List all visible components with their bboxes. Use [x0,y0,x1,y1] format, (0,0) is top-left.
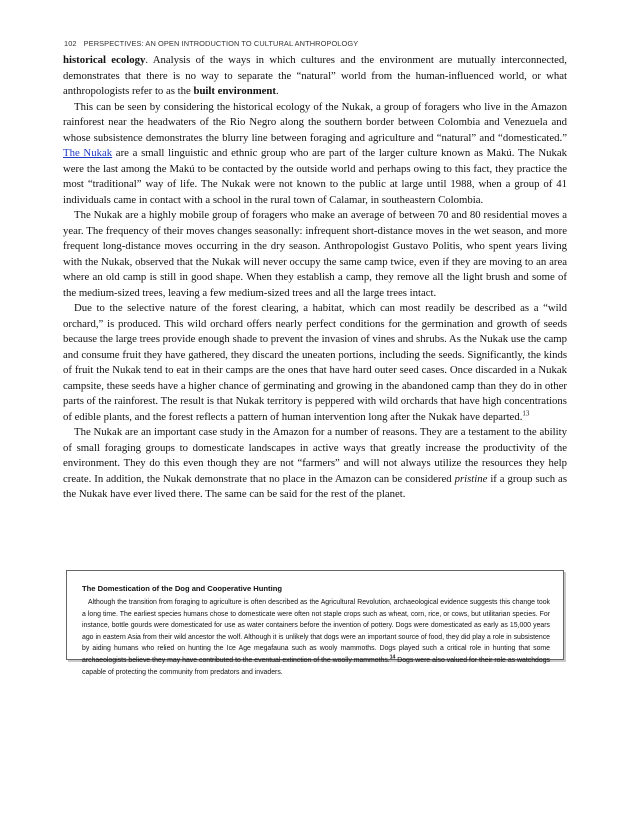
paragraph-2 [63,100,567,209]
glossary-term-historical-ecology: historical ecology [63,54,146,66]
main-text [63,53,567,503]
emphasis-pristine: pristine [454,472,488,485]
paragraph-4 [63,301,567,425]
paragraph-1-text: . Analysis of the ways in which cultures and the environment are mutually interconnected, demonstrates that there is no way to separate the “natural” world from the human-influenced world, or what anthropologists refer to as the [63,54,567,97]
sidebar-text-body: Although the transition from foraging to agriculture is often described as the Agricultural Revolution, archaeological evidence suggests this change took a long time. The earliest species humans chose to domesticate were often not staple crops such as wheat, corn, rice, or cows, but utilitarian species. For instance, bottle gourds were domesticated for use as water containers before the invention of pottery. Dogs were domesticated as early as 15,000 years ago in eastern Asia from their wild ancestor the wolf. Although it is unlikely that dogs were an important source of food, they did play a role in subsistence by aiding humans who relied on hunting the Ice Age megafauna such as wooly mammoths. Dogs played such a critical role in hunting that some archaeologists believe they may have contributed to the eventual extinction of the woolly mammoths. [82,599,550,664]
paragraph-4-text: Due to the selective nature of the forest clearing, a habitat, which can most readily be described as a “wild orchard,” is produced. This wild orchard offers nearly perfect conditions for the germination and growth of seeds because the large trees provide enough shade to prevent the invasion of vines and shrubs. As the Nukak use the camp and consume fruit they have gathered, they discard the uneaten portions, including the seeds. Significantly, the kinds of fruit the Nukak tend to eat in their camps are the ones that have hard outer seed cases. Once discarded in a Nukak campsite, these seeds have a higher chance of germinating and growing in the abandoned camp than they do in other parts of the rainforest. The result is that Nukak territory is peppered with wild orchards that have high concentrations of edible plants, and the forest reflects a pattern of human intervention long after the Nukak have departed. [63,302,567,423]
footnote-ref-14[interactable]: 14 [389,654,396,661]
paragraph-5-text-cont: if a group such as the Nukak have ever lived there. The same can be said for the rest of the planet. [63,472,568,500]
sidebar-text [82,597,550,678]
paragraph-1 [63,53,567,100]
paragraph-5-text: The Nukak are an important case study in the Amazon for a number of reasons. They are a testament to the ability of small foraging groups to domesticate landscapes in active ways that greatly increase the productivity of the environment. They do this even though they are not “farmers” and will not always utilize the resources they help create. In addition, the Nukak demonstrate that no place in the Amazon can be considered [63,426,567,485]
paragraph-2-text-cont: are a small linguistic and ethnic group who are part of the larger culture known as Makú. The Nukak were the last among the Makú to be contacted by the outside world and perhaps owing to this fact, they practice the most “traditional” way of life. The Nukak were not known to the public at large until 1988, when a group of 41 individuals came in contact with a school in the rural town of Calamar, in southeastern Colombia. [63,147,567,206]
glossary-term-built-environment: built environment [193,85,276,97]
footnote-ref-13[interactable]: 13 [522,408,530,417]
sidebar-text-end: Dogs were also valued for their role as watchdogs capable of protecting the community from predators and invaders. [82,656,550,676]
paragraph-3: The Nukak are a highly mobile group of foragers who make an average of between 70 and 80 residential moves a year. The frequency of their moves changes seasonally: infrequent short-distance moves in the wet season, and more frequent long-distance moves occurring in the dry season. Anthropologist Gustavo Politis, who spent years living with the Nukak, observed that the Nukak will never occupy the same camp twice, even if they are moving to an area where an old camp is still in good shape. When they establish a camp, they remove all the light brush and some of the medium-sized trees, leaving a few medium-sized trees and all the large trees intact. [63,209,567,299]
sidebar-title: The Domestication of the Dog and Cooperative Hunting [82,584,282,593]
nukak-link[interactable]: The Nukak [63,147,113,159]
page-number: 102 [64,39,77,48]
paragraph-2-text: This can be seen by considering the historical ecology of the Nukak, a group of foragers who live in the Amazon rainforest near the headwaters of the Rio Negro along the southern border between Colombia and Venezuela and whose subsistence demonstrates the blurry line between foraging and agriculture and “natural” and “domesticated.” [63,100,567,144]
paragraph-5 [63,425,567,503]
paragraph-1-end: . [276,85,279,97]
running-title: PERSPECTIVES: AN OPEN INTRODUCTION TO CULTURAL ANTHROPOLOGY [83,39,359,48]
running-header [64,39,358,48]
